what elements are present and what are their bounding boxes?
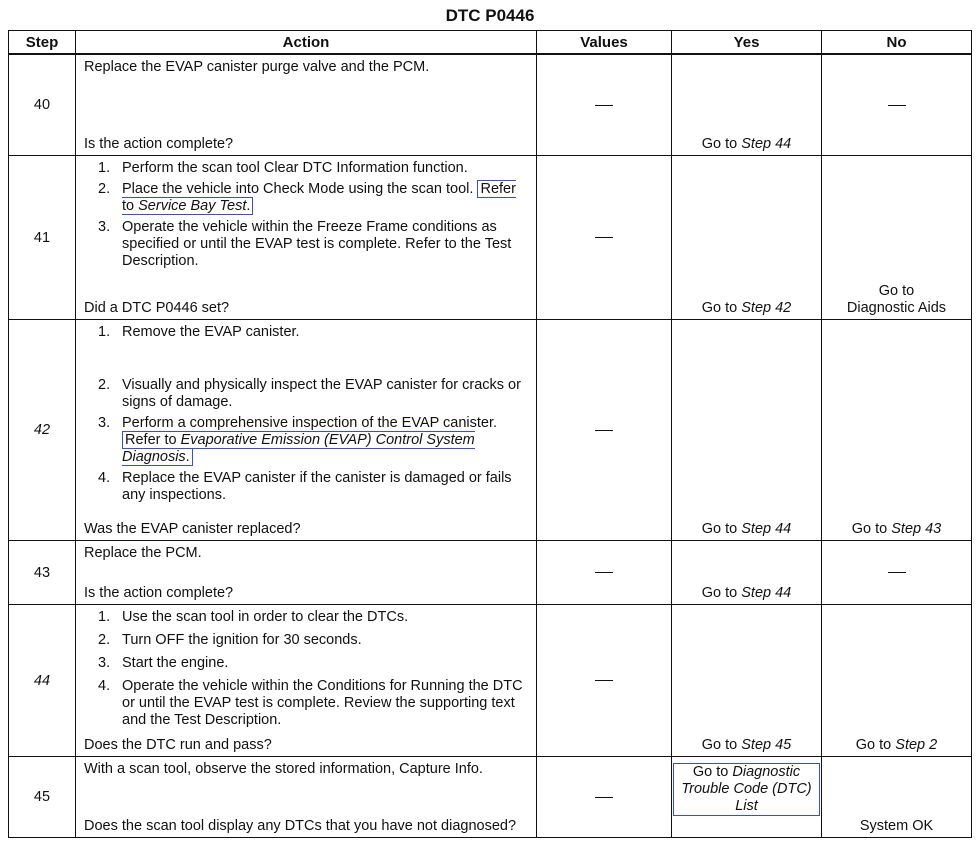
page-title: DTC P0446 xyxy=(445,6,535,25)
list-item: 2. Place the vehicle into Check Mode using the scan tool. Refer to Service Bay Test. xyxy=(98,181,516,214)
no-text-line1: Go to xyxy=(878,283,915,299)
no-cell: System OK xyxy=(822,757,972,838)
yes-cell: Go to Step 45 xyxy=(672,605,822,757)
action-question: Was the EVAP canister replaced? xyxy=(84,521,301,537)
yes-step-link[interactable]: Step 44 xyxy=(741,521,792,537)
yes-step-link[interactable]: Step 45 xyxy=(741,737,792,753)
step-number: 40 xyxy=(9,54,76,156)
step-number: 44 xyxy=(9,605,76,757)
values-cell xyxy=(537,320,672,541)
table-row xyxy=(9,156,972,320)
list-item: 3. Start the engine. xyxy=(98,655,229,671)
values-cell xyxy=(537,541,672,605)
yes-prefix: Go to xyxy=(701,136,742,152)
values-cell xyxy=(537,757,672,838)
header-yes: Yes xyxy=(672,31,822,55)
yes-step-link[interactable]: Step 42 xyxy=(741,300,792,316)
list-item: 2. Turn OFF the ignition for 30 seconds. xyxy=(98,632,362,648)
step-number: 45 xyxy=(9,757,76,838)
no-cell xyxy=(822,54,972,156)
dtc-table xyxy=(8,30,972,838)
table-row xyxy=(9,320,972,541)
list-item: 1. Use the scan tool in order to clear the DTCs. xyxy=(98,609,409,625)
action-cell xyxy=(76,156,537,320)
no-cell xyxy=(822,541,972,605)
action-steps xyxy=(84,156,530,270)
yes-step-link[interactable]: Step 44 xyxy=(741,585,792,601)
ref-link-evap-diagnosis[interactable]: Refer to Evaporative Emission (EVAP) Control System Diagnosis. xyxy=(122,432,475,465)
list-item: 4. Operate the vehicle within the Conditions for Running the DTC or until the EVAP test is complete. Review the supporting text and the Test Description. xyxy=(98,678,523,728)
action-cell xyxy=(76,541,537,605)
header-row xyxy=(9,31,972,55)
yes-step-link[interactable]: Step 44 xyxy=(741,136,792,152)
header-action: Action xyxy=(76,31,537,55)
ref-link-service-bay-test[interactable]: Refer to Service Bay Test. xyxy=(122,181,516,214)
values-cell xyxy=(537,605,672,757)
values-cell xyxy=(537,54,672,156)
dash-mark xyxy=(595,680,613,681)
dash-mark xyxy=(595,430,613,431)
action-question: Did a DTC P0446 set? xyxy=(84,300,230,316)
action-question: Does the scan tool display any DTCs that you have not diagnosed? xyxy=(84,818,517,834)
action-cell xyxy=(76,757,537,838)
yes-cell: Go to Step 44 xyxy=(672,320,822,541)
step-number: 42 xyxy=(9,320,76,541)
dash-mark xyxy=(888,572,906,573)
dash-mark xyxy=(888,105,906,106)
action-text: With a scan tool, observe the stored information, Capture Info. xyxy=(84,761,483,777)
yes-cell: Go to Step 44 xyxy=(672,541,822,605)
values-cell xyxy=(537,156,672,320)
no-diagnostic-aids-link[interactable]: Diagnostic Aids xyxy=(846,300,947,316)
header-no: No xyxy=(822,31,972,55)
list-item: 4. Replace the EVAP canister if the canister is damaged or fails any inspections. xyxy=(98,470,512,503)
no-cell: Go to Step 2 xyxy=(822,605,972,757)
action-cell xyxy=(76,605,537,757)
action-text: Replace the EVAP canister purge valve and the PCM. xyxy=(84,59,430,75)
list-item: 1. Perform the scan tool Clear DTC Information function. xyxy=(98,160,468,176)
no-step-link[interactable]: Step 2 xyxy=(895,737,938,753)
no-cell xyxy=(822,156,972,320)
list-item: 3. Perform a comprehensive inspection of the EVAP canister. Refer to Evaporative Emission (EVAP) Control System Diagnosis. xyxy=(98,415,498,465)
action-question: Is the action complete? xyxy=(84,136,234,152)
action-steps xyxy=(84,320,530,504)
step-number: 41 xyxy=(9,156,76,320)
action-cell xyxy=(76,320,537,541)
no-cell: Go to Step 43 xyxy=(822,320,972,541)
action-question: Is the action complete? xyxy=(84,585,234,601)
table-row xyxy=(9,757,972,838)
table-row xyxy=(9,54,972,156)
header-values: Values xyxy=(537,31,672,55)
table-row xyxy=(9,541,972,605)
yes-cell xyxy=(672,757,822,838)
action-steps xyxy=(84,605,530,729)
dash-mark xyxy=(595,797,613,798)
action-question: Does the DTC run and pass? xyxy=(84,737,272,753)
step-number: 43 xyxy=(9,541,76,605)
dash-mark xyxy=(595,572,613,573)
dash-mark xyxy=(595,105,613,106)
action-text: Replace the PCM. xyxy=(84,545,202,561)
table-row xyxy=(9,605,972,757)
header-step: Step xyxy=(9,31,76,55)
action-cell xyxy=(76,54,537,156)
no-step-link[interactable]: Step 43 xyxy=(891,521,942,537)
list-item: 2. Visually and physically inspect the EVAP canister for cracks or signs of damage. xyxy=(98,377,521,410)
yes-dtc-list-link[interactable]: Go to Diagnostic Trouble Code (DTC) List xyxy=(673,763,820,816)
yes-cell xyxy=(672,54,822,156)
dash-mark xyxy=(595,237,613,238)
list-item: 3. Operate the vehicle within the Freeze Frame conditions as specified or until the EVAP test is complete. Refer to the Test Description. xyxy=(98,219,512,269)
yes-cell: Go to Step 42 xyxy=(672,156,822,320)
list-item: 1. Remove the EVAP canister. xyxy=(98,324,300,340)
